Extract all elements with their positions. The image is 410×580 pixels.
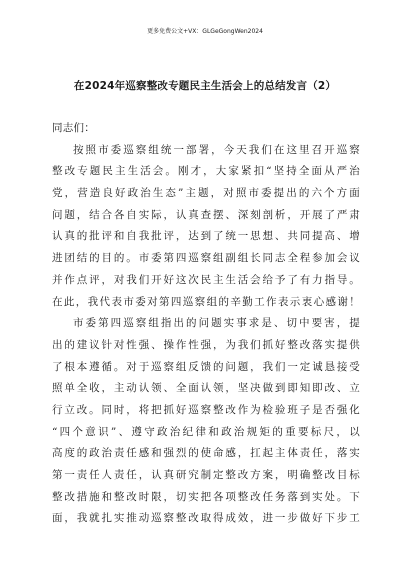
paragraph-line: 照单全收，主动认领、全面认领，坚决做到即知即改、立 xyxy=(52,382,360,395)
document-body xyxy=(52,118,360,530)
paragraph-line: 在此，我代表市委对第四巡察组的辛勤工作表示衷心感谢！ xyxy=(52,295,360,308)
paragraph-line: 了根本遵循。对于巡察组反馈的问题，我们一定诚恳接受 xyxy=(52,360,360,373)
paragraph-line: 按照市委巡察组统一部署，今天我们在这里召开巡察 xyxy=(73,143,360,156)
paragraph-line: 第一责任人责任，认真研究制定整改方案，明确整改目标 xyxy=(52,469,360,481)
document-title: 在2024年巡察整改专题民主生活会上的总结发言（2） xyxy=(73,80,337,92)
paragraph-line: 党，营造良好政治生态”主题，对照市委提出的六个方面 xyxy=(52,187,360,200)
paragraph-line: 整改专题民主生活会。刚才，大家紧扣“坚持全面从严治 xyxy=(52,165,360,178)
paragraph-line: 行立改。同时，将把抓好巡察整改作为检验班子是否强化 xyxy=(52,403,360,416)
paragraph-line: 高度的政治责任感和强烈的使命感，扛起主体责任，落实 xyxy=(52,447,360,460)
paragraph-2 xyxy=(52,313,360,530)
header-note: 更多免费公文+VX：GLGeGongWen2024 xyxy=(147,28,263,35)
paragraph-line: “四个意识”、遵守政治纪律和政治规矩的重要标尺，以 xyxy=(52,425,360,438)
paragraph-line: 市委第四巡察组指出的问题实事求是、切中要害，提 xyxy=(73,317,360,330)
paragraph-line: 出的建议针对性强、操作性强，为我们抓好整改落实提供 xyxy=(52,338,360,351)
paragraph-line: 面，我就扎实推动巡察整改取得成效，进一步做好下步工 xyxy=(52,512,360,525)
paragraph-line: 认真的批评和自我批评，达到了统一思想、共同提高、增 xyxy=(52,230,360,243)
paragraph-1 xyxy=(52,140,360,314)
paragraph-line: 进团结的目的。市委第四巡察组副组长同志全程参加会议 xyxy=(52,252,360,265)
paragraph-line: 问题，结合各自实际，认真查摆、深刻剖析，开展了严肃 xyxy=(52,208,360,221)
salutation: 同志们： xyxy=(52,122,95,134)
paragraph-line: 并作点评，对我们开好这次民主生活会给予了有力指导。 xyxy=(52,273,360,286)
paragraph-line: 整改措施和整改时限，切实把各项整改任务落到实处。下 xyxy=(52,490,360,503)
